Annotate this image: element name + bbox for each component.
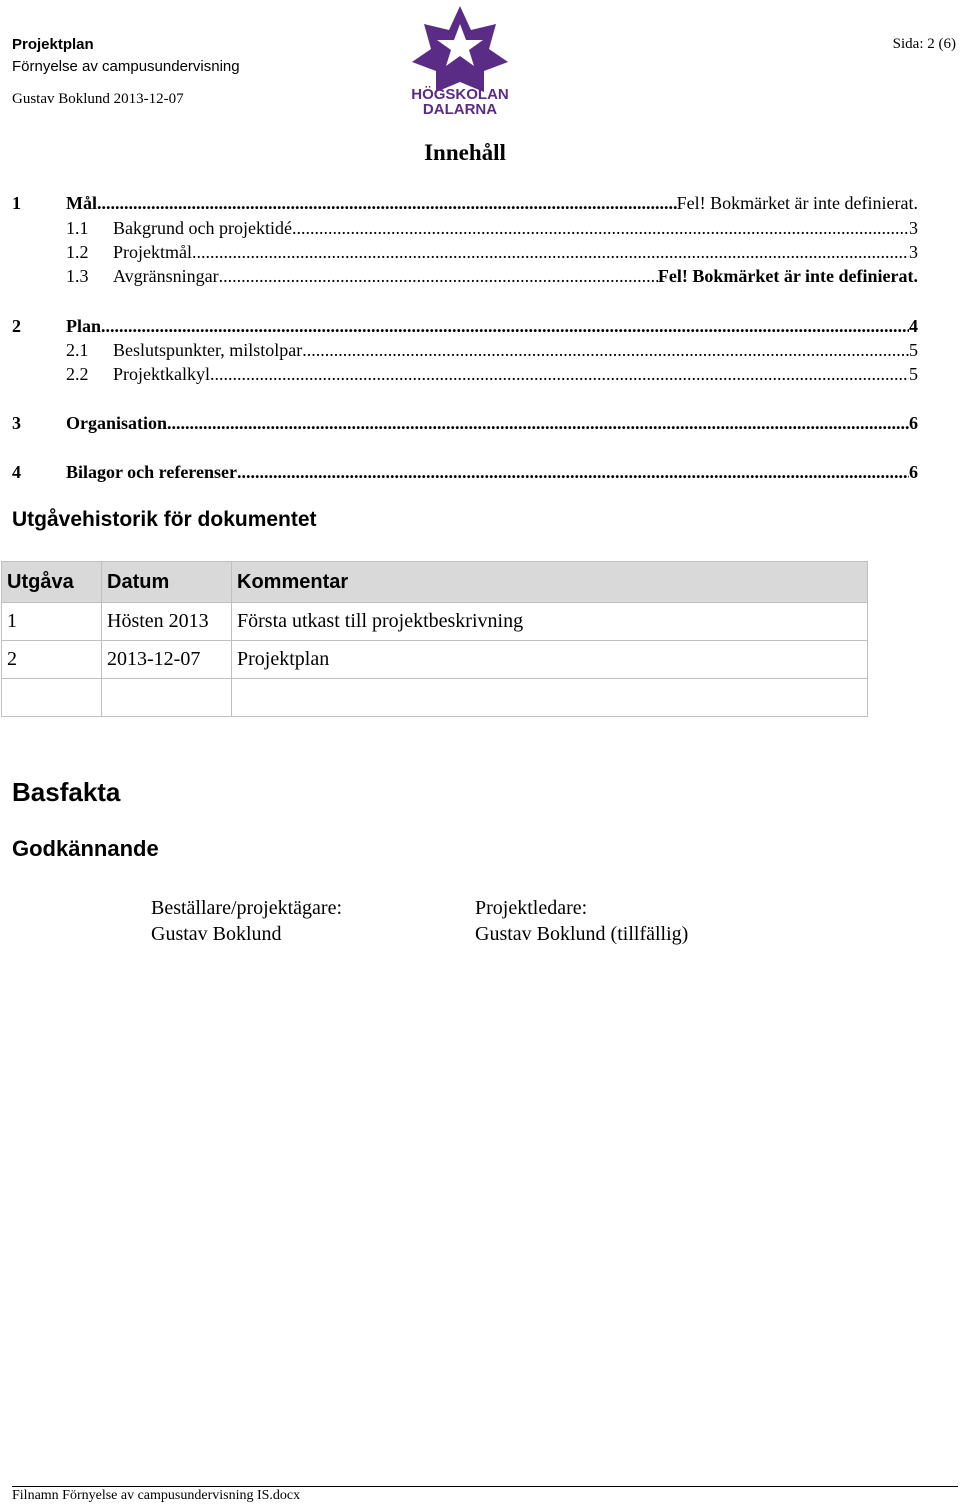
toc-title: Avgränsningar xyxy=(113,266,219,286)
table-cell: Hösten 2013 xyxy=(102,603,232,641)
owner-label: Beställare/projektägare: xyxy=(151,897,343,919)
toc-title: Mål xyxy=(66,193,97,213)
svg-text:HÖGSKOLAN: HÖGSKOLAN xyxy=(411,86,509,103)
section-heading-basfakta: Basfakta xyxy=(12,777,121,807)
table-cell: 2 xyxy=(2,641,102,679)
column-header: Utgåva xyxy=(2,562,102,603)
toc-leader xyxy=(97,193,677,214)
header-author-date: Gustav Boklund 2013-12-07 xyxy=(12,91,184,107)
toc-page: 3 xyxy=(909,218,918,238)
toc-page: Fel! Bokmärket är inte definierat. xyxy=(676,193,918,213)
header-title: Projektplan xyxy=(12,36,94,53)
toc-number: 2.1 xyxy=(66,340,89,360)
toc-entry-4[interactable] xyxy=(12,462,918,484)
table-cell: Projektplan xyxy=(232,641,868,679)
toc-page: 3 xyxy=(909,242,918,262)
svg-text:DALARNA: DALARNA xyxy=(422,101,498,116)
toc-page: 5 xyxy=(909,340,918,360)
toc-title: Projektkalkyl xyxy=(113,364,210,384)
table-row xyxy=(2,603,868,641)
toc-entry-1-1[interactable] xyxy=(66,218,918,240)
toc-title: Bakgrund och projektidé xyxy=(113,218,292,238)
header-subtitle: Förnyelse av campusundervisning xyxy=(12,58,240,75)
table-header-row xyxy=(2,562,868,603)
toc-heading: Innehåll xyxy=(424,140,506,165)
toc-title: Organisation xyxy=(66,413,168,433)
owner-name: Gustav Boklund xyxy=(151,923,282,945)
table-cell xyxy=(232,679,868,717)
history-heading: Utgåvehistorik för dokumentet xyxy=(12,508,317,531)
table-cell xyxy=(102,679,232,717)
history-table xyxy=(1,561,868,717)
column-header: Kommentar xyxy=(232,562,868,603)
toc-page: 6 xyxy=(909,413,918,433)
toc-leader xyxy=(210,364,909,385)
hogskolan-dalarna-logo xyxy=(404,4,516,116)
toc-title: Beslutspunkter, milstolpar xyxy=(113,340,303,360)
table-cell xyxy=(2,679,102,717)
page-number: Sida: 2 (6) xyxy=(892,36,956,52)
toc-number: 1.3 xyxy=(66,266,89,286)
table-cell: Första utkast till projektbeskrivning xyxy=(232,603,868,641)
table-row xyxy=(2,641,868,679)
toc-page: 6 xyxy=(909,462,918,482)
toc-entry-2[interactable] xyxy=(12,316,918,338)
toc-leader xyxy=(101,316,909,337)
toc-page: Fel! Bokmärket är inte definierat. xyxy=(657,266,918,286)
table-cell: 1 xyxy=(2,603,102,641)
section-subheading-godkannande: Godkännande xyxy=(12,836,159,861)
toc-number: 1 xyxy=(12,193,21,213)
toc-number: 1.2 xyxy=(66,242,89,262)
toc-leader xyxy=(167,413,909,434)
footer-filename: Filnamn Förnyelse av campusundervisning IS.docx xyxy=(12,1488,301,1503)
leader-name: Gustav Boklund (tillfällig) xyxy=(475,923,689,945)
toc-number: 3 xyxy=(12,413,21,433)
toc-page: 5 xyxy=(909,364,918,384)
toc-entry-1-3[interactable] xyxy=(66,266,918,288)
table-row xyxy=(2,679,868,717)
toc-leader xyxy=(302,340,909,361)
toc-entry-1[interactable] xyxy=(12,193,918,215)
toc-number: 2.2 xyxy=(66,364,89,384)
toc-leader xyxy=(219,266,658,287)
toc-entry-2-2[interactable] xyxy=(66,364,918,386)
table-cell: 2013-12-07 xyxy=(102,641,232,679)
toc-page: 4 xyxy=(909,316,918,336)
toc-leader xyxy=(192,242,909,263)
toc-entry-3[interactable] xyxy=(12,413,918,435)
toc-title: Plan xyxy=(66,316,102,336)
toc-number: 2 xyxy=(12,316,21,336)
toc-title: Projektmål xyxy=(113,242,192,262)
column-header: Datum xyxy=(102,562,232,603)
leader-label: Projektledare: xyxy=(475,897,588,919)
toc-entry-1-2[interactable] xyxy=(66,242,918,264)
toc-entry-2-1[interactable] xyxy=(66,340,918,362)
footer-divider xyxy=(12,1486,958,1487)
toc-number: 4 xyxy=(12,462,21,482)
toc-number: 1.1 xyxy=(66,218,89,238)
toc-leader xyxy=(237,462,909,483)
toc-title: Bilagor och referenser xyxy=(66,462,237,482)
toc-leader xyxy=(292,218,909,239)
